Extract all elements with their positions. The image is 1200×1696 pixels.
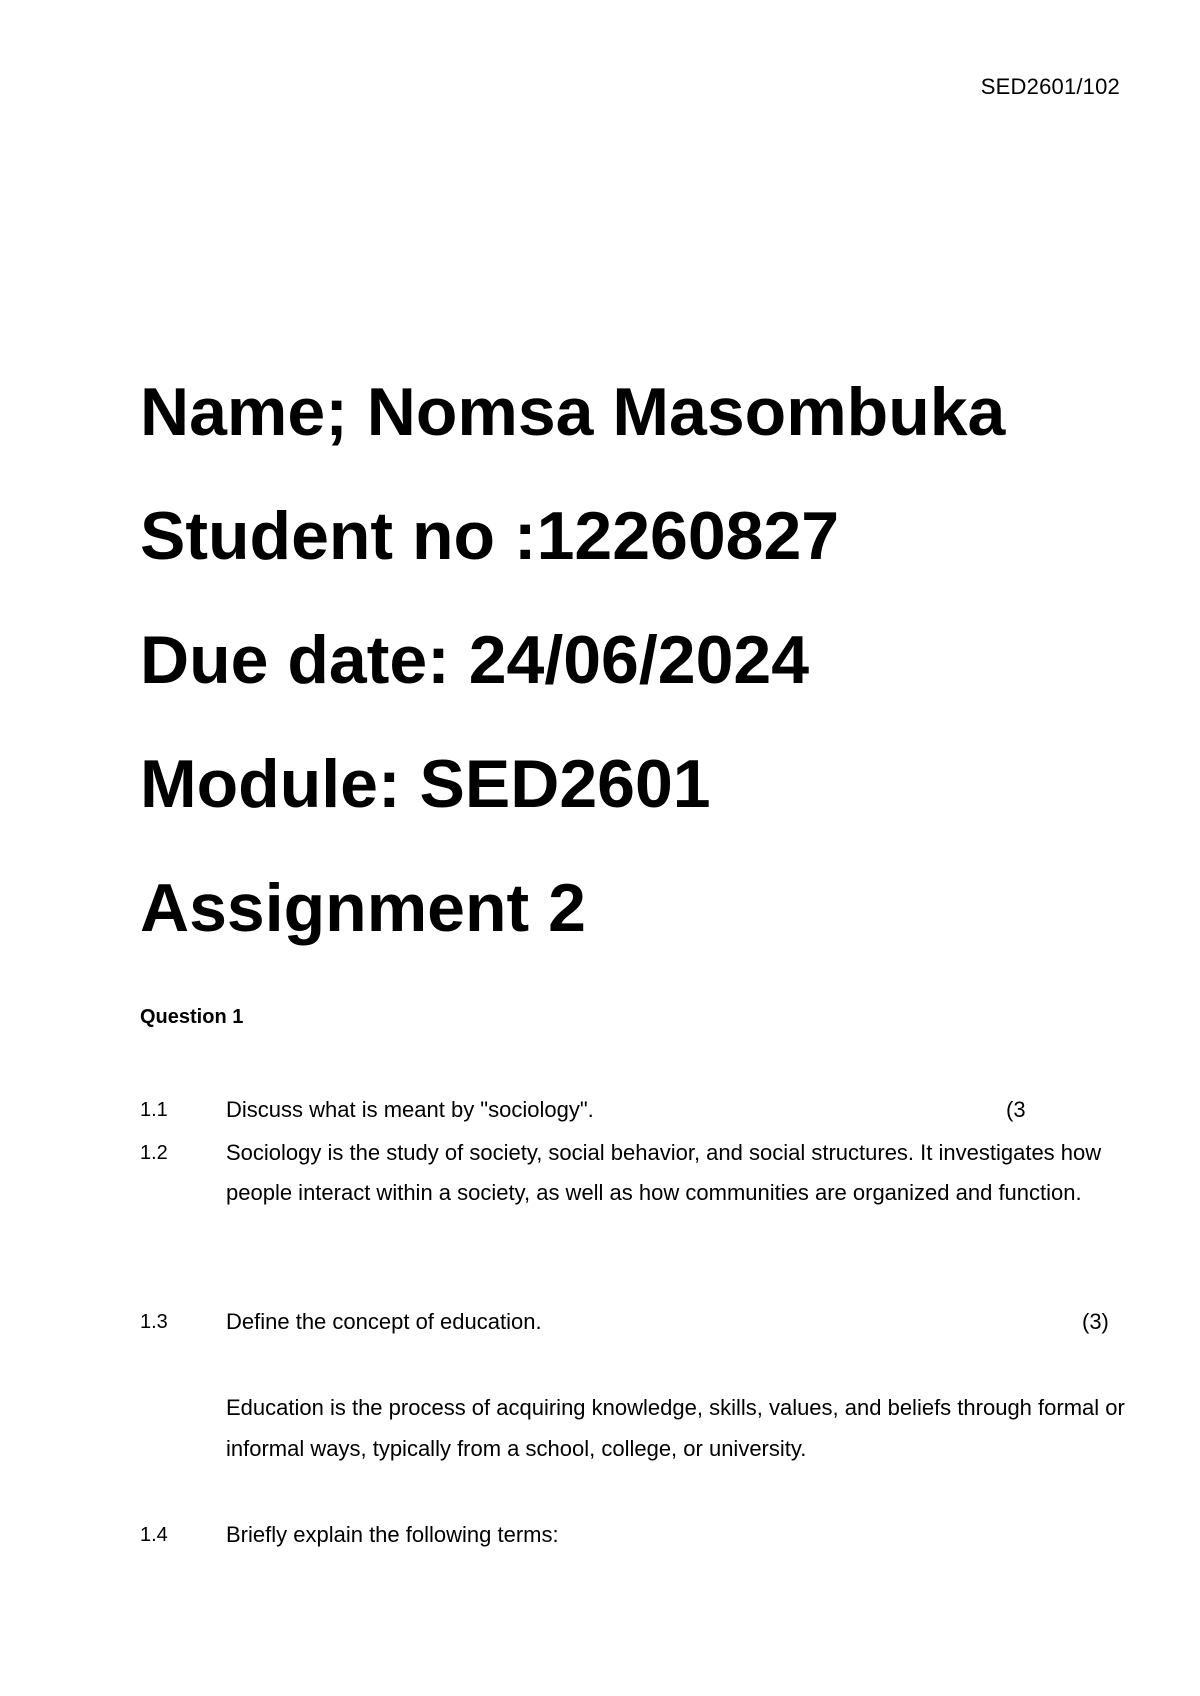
item-mark: (3 (1006, 1097, 1026, 1122)
question-heading: Question 1 (140, 1006, 244, 1028)
cover-title-block (140, 350, 1005, 970)
item-text: Sociology is the study of society, social behavior, and social structures. It investigates how people interact within a society, as well as how communities are organized and function. (226, 1140, 1102, 1205)
assignment-title: Assignment 2 (140, 870, 586, 946)
question-item-1-2 (140, 1133, 1140, 1257)
item-text: Discuss what is meant by "sociology". (226, 1097, 594, 1122)
answer-paragraph: Education is the process of acquiring knowledge, skills, values, and beliefs through formal or informal ways, typically from a school, college, or university. (226, 1395, 1125, 1461)
student-name: Name; Nomsa Masombuka (140, 374, 1006, 450)
question-item-1-1 (140, 1090, 1140, 1130)
item-number: 1.2 (140, 1142, 168, 1164)
due-date: Due date: 24/06/2024 (140, 622, 810, 698)
item-number: 1.4 (140, 1524, 168, 1546)
question-item-1-3 (140, 1302, 1140, 1342)
document-code: SED2601/102 (980, 74, 1120, 99)
item-mark: (3) (1082, 1309, 1109, 1334)
item-text: Define the concept of education. (226, 1309, 542, 1334)
item-text: Briefly explain the following terms: (226, 1522, 559, 1547)
item-number: 1.1 (140, 1099, 168, 1121)
module-code: Module: SED2601 (140, 746, 711, 822)
question-item-1-4 (140, 1515, 1140, 1555)
item-number: 1.3 (140, 1311, 168, 1333)
student-number: Student no :12260827 (140, 498, 840, 574)
